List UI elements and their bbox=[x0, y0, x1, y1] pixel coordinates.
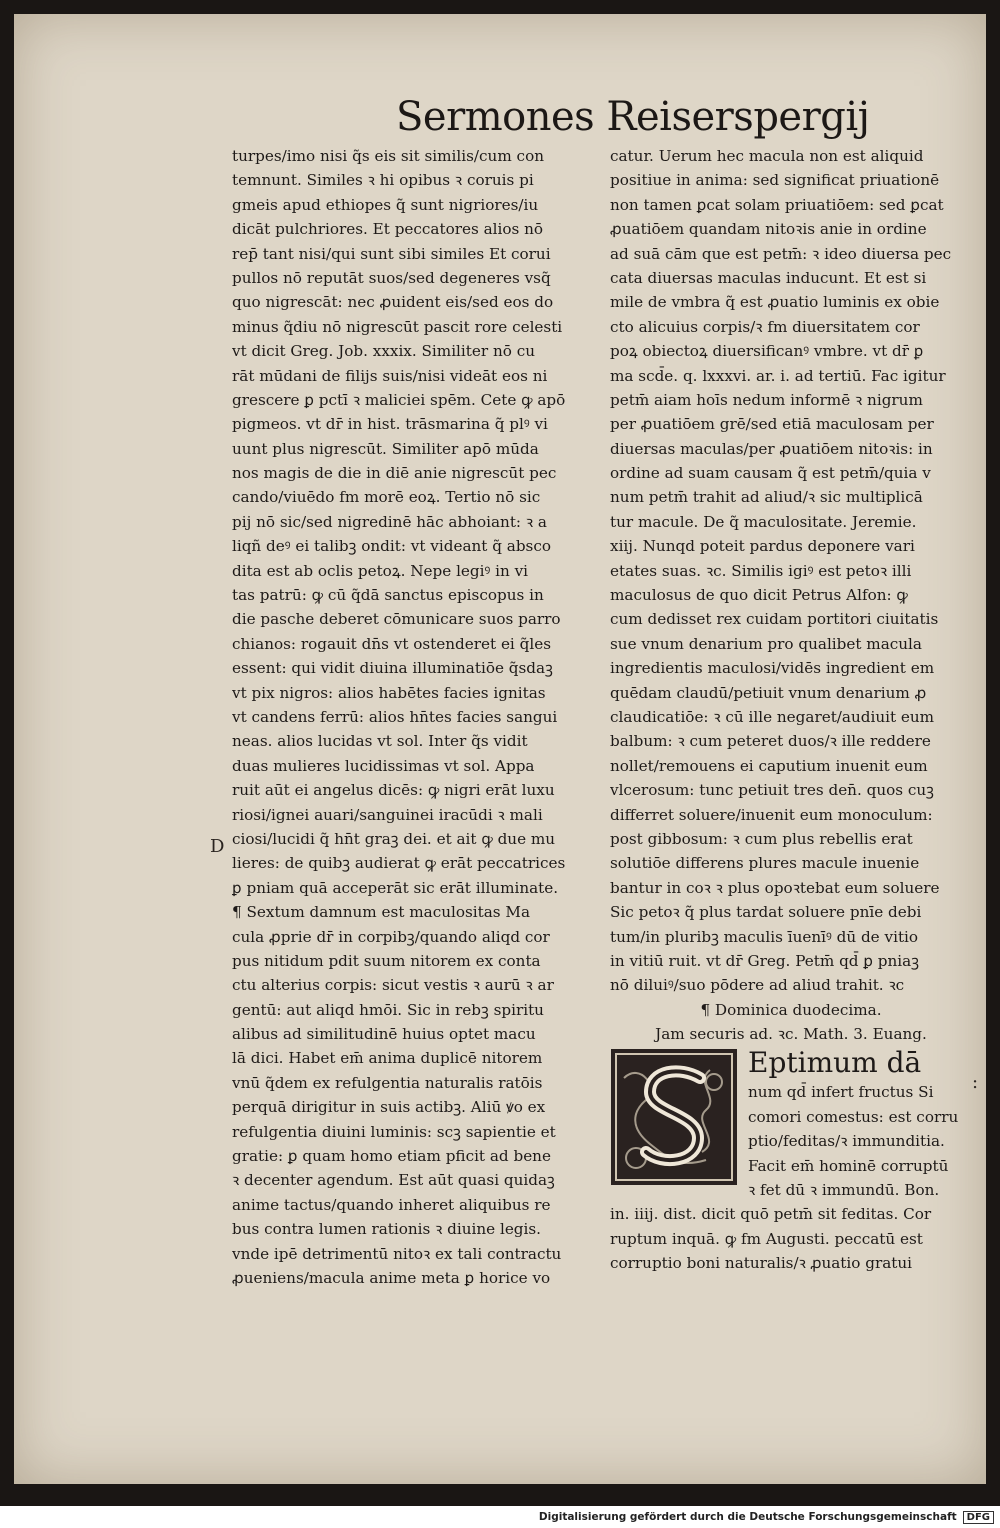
text-line: rāt mūdani de filijs suis/nisi videāt eos ni bbox=[232, 366, 548, 385]
text-line: Facit em̄ hominē corruptū bbox=[748, 1156, 949, 1175]
text-line: ¶ Sextum damnum est maculositas Ma bbox=[232, 903, 531, 922]
text-line: turpes/imo nisi q̃s eis sit similis/cum con bbox=[232, 147, 544, 165]
text-line: duas mulieres lucidissimas vt sol. Appa bbox=[232, 756, 535, 775]
text-line: ciosi/lucidi q̃ hn̄t graꝫ dei. et ait ꝙ due mu bbox=[232, 829, 556, 848]
text-line: minus q̃diu nō nigrescūt pascit rore celesti bbox=[232, 317, 563, 336]
text-line: cata diuersas maculas inducunt. Et est si bbox=[610, 268, 927, 287]
digitization-footer bbox=[0, 1506, 1000, 1528]
text-line: sue vnum denarium pro qualibet macula bbox=[610, 634, 922, 653]
text-line: quēdam claudū/petiuit vnum denarium ꝓ bbox=[610, 683, 927, 702]
book-page bbox=[14, 14, 986, 1484]
text-line: pij nō sic/sed nigredinē hāc abhoiant: ꝛ a bbox=[232, 512, 547, 531]
text-line: catur. Uerum hec macula non est aliquid bbox=[610, 147, 924, 165]
text-line: tur macule. De q̃ maculositate. Jeremie. bbox=[610, 512, 917, 531]
text-line: xiij. Nunqd poteit pardus deponere vari bbox=[610, 537, 915, 556]
text-line: lā dici. Habet em̄ anima duplicē nitorem bbox=[232, 1049, 543, 1068]
text-line: pus nitidum pdit suum nitorem ex conta bbox=[232, 951, 541, 970]
text-line: ruptum inquā. ꝙ fm Augusti. peccatū est bbox=[610, 1229, 923, 1248]
capital-heading: Eptimum dā bbox=[748, 1046, 922, 1080]
text-line: gentū: aut aliqd hmōi. Sic in rebꝫ spiritu bbox=[232, 1000, 544, 1019]
text-line: per ꝓuatiōem grē/sed etiā maculosam per bbox=[610, 415, 934, 434]
text-line: chianos: rogauit dn̄s vt ostenderet ei q̃les bbox=[232, 634, 551, 653]
text-line: in. iiij. dist. dicit quō petm̄ sit feditas. Cor bbox=[610, 1205, 932, 1224]
text-line: rep̄ tant nisi/qui sunt sibi similes Et corui bbox=[232, 244, 551, 263]
text-line: vt candens ferrū: alios hn̄tes facies sangui bbox=[232, 707, 558, 726]
text-line: essent: qui vidit diuina illuminatiōe q̃sdaꝫ bbox=[232, 659, 553, 678]
text-line: ruit aūt ei angelus dicēs: ꝙ nigri erāt luxu bbox=[232, 781, 555, 800]
right-column-text bbox=[610, 144, 972, 998]
text-line: cula ꝓprie dr̄ in corpibꝫ/quando aliqd cor bbox=[232, 927, 550, 946]
text-line: pigmeos. vt dr̄ in hist. trāsmarina q̃ plꝰ vi bbox=[232, 415, 548, 434]
text-line: balbum: ꝛ cum peteret duos/ꝛ ille reddere bbox=[610, 732, 931, 751]
text-line: ꝛ fet dū ꝛ immundū. Bon. bbox=[748, 1181, 940, 1200]
text-line: alibus ad similitudinē huius optet macu bbox=[232, 1025, 536, 1044]
text-line: positiue in anima: sed significat priuationē bbox=[610, 171, 940, 190]
footer-credit: Digitalisierung gefördert durch die Deutsche Forschungsgemeinschaft bbox=[538, 1511, 957, 1523]
text-line: ingredientis maculosi/vidēs ingredient em bbox=[610, 659, 935, 678]
text-line: tas patrū: ꝙ cū q̃dā sanctus episcopus in bbox=[232, 586, 544, 605]
section-incipit: Jam securis ad. ꝛc. Math. 3. Euang. bbox=[655, 1025, 927, 1044]
text-line: cto alicuius corpis/ꝛ fm diuersitatem cor bbox=[610, 317, 920, 336]
text-line: post gibbosum: ꝛ cum plus rebellis erat bbox=[610, 829, 913, 848]
text-line: gratie: ꝑ quam homo etiam pficit ad bene bbox=[232, 1147, 551, 1166]
text-line: bantur in coꝛ ꝛ plus opoꝛtebat eum soluere bbox=[610, 878, 940, 897]
text-line: ctu alterius corpis: sicut vestis ꝛ aurū ꝛ ar bbox=[232, 976, 554, 995]
dfg-logo: DFG bbox=[963, 1511, 994, 1524]
text-line: ꝑ pniam quā acceperāt sic erāt illuminate. bbox=[232, 878, 559, 897]
margin-letter: D bbox=[210, 836, 225, 857]
text-line: tum/in pluribꝫ maculis īuenīꝰ dū de vitio bbox=[610, 927, 919, 946]
text-line: ꝓuatiōem quandam nitoꝛis anie in ordine bbox=[610, 220, 927, 239]
text-line: num petm̄ trahit ad aliud/ꝛ sic multiplicā bbox=[610, 488, 923, 507]
text-line: non tamen ꝑcat solam priuatiōem: sed ꝑcat bbox=[610, 195, 944, 214]
text-line: cum dedisset rex cuidam portitori ciuitatis bbox=[610, 610, 939, 629]
text-line: gmeis apud ethiopes q̃ sunt nigriores/iu bbox=[232, 195, 539, 214]
text-line: die pasche deberet cōmunicare suos parro bbox=[232, 610, 561, 629]
text-line: claudicatiōe: ꝛ cū ille negaret/audiuit eum bbox=[610, 707, 935, 726]
text-line: in vitiū ruit. vt dr̄ Greg. Petm̄ qd̄ ꝑ pniaꝫ bbox=[610, 951, 919, 970]
text-line: perquā dirigitur in suis actibꝫ. Aliū ꝟo ex bbox=[232, 1098, 546, 1117]
text-line: diuersas maculas/per ꝓuatiōem nitoꝛis: in bbox=[610, 439, 933, 458]
left-column bbox=[232, 144, 608, 1290]
text-line: poꝝ obiectoꝝ diuersificanꝰ vmbre. vt dr̄ ꝑ bbox=[610, 342, 924, 361]
text-line: temnunt. Similes ꝛ hi opibus ꝛ coruis pi bbox=[232, 171, 534, 190]
text-line: pullos nō reputāt suos/sed degeneres vsq̃ bbox=[232, 268, 551, 287]
right-column-continuation bbox=[610, 1227, 972, 1276]
text-line: solutiōe differens plures macule inuenie bbox=[610, 854, 920, 873]
text-line: vlcerosum: tunc petiuit tres den̄. quos cuꝫ bbox=[610, 781, 934, 800]
text-line: uunt plus nigrescūt. Similiter apō mūda bbox=[232, 439, 539, 458]
section-title: ¶ Dominica duodecima. bbox=[700, 1000, 882, 1019]
text-line: vnde ipē detrimentū nitoꝛ ex tali contractu bbox=[232, 1244, 562, 1263]
text-line: nollet/remouens ei caputium inuenit eum bbox=[610, 756, 928, 775]
text-line: mile de vmbra q̃ est ꝓuatio luminis ex obie bbox=[610, 293, 940, 312]
text-line: petm̄ aiam hoīs nedum informē ꝛ nigrum bbox=[610, 390, 923, 409]
text-line: ma scd̄e. q. lxxxvi. ar. i. ad tertiū. Fac igitur bbox=[610, 366, 946, 385]
text-line: liqñ deꝰ ei talibꝫ ondit: vt videant q̃ absco bbox=[232, 537, 551, 556]
text-line: vnū q̃dem ex refulgentia naturalis ratōis bbox=[232, 1073, 543, 1092]
text-line: nō diluiꝰ/suo pōdere ad aliud trahit. ꝛc bbox=[610, 976, 905, 995]
text-line: anime tactus/quando inheret aliquibus re bbox=[232, 1195, 551, 1214]
text-line: vt pix nigros: alios habētes facies ignitas bbox=[232, 683, 546, 702]
text-line: dicāt pulchriores. Et peccatores alios nō bbox=[232, 220, 544, 239]
text-line: riosi/ignei auari/sanguinei iracūdi ꝛ mali bbox=[232, 805, 543, 824]
text-line: nos magis de die in diē anie nigrescūt pec bbox=[232, 464, 557, 483]
text-line: cando/viuēdo fm morē eoꝝ. Tertio nō sic bbox=[232, 488, 541, 507]
running-head: Sermones Reiserspergij bbox=[396, 94, 870, 140]
edge-mark: : bbox=[972, 1072, 979, 1093]
text-line: ordine ad suam causam q̃ est petm̄/quia v bbox=[610, 464, 931, 483]
text-line: maculosus de quo dicit Petrus Alfon: ꝙ bbox=[610, 586, 908, 605]
text-line: etates suas. ꝛc. Similis igiꝰ est petoꝛ illi bbox=[610, 561, 912, 580]
right-column bbox=[610, 144, 972, 1276]
text-line: grescere ꝑ pctī ꝛ maliciei spēm. Cete ꝙ apō bbox=[232, 390, 566, 409]
text-line: lieres: de quibꝫ audierat ꝙ erāt peccatrices bbox=[232, 854, 566, 873]
text-line: ꝓueniens/macula anime meta ꝑ horice vo bbox=[232, 1268, 551, 1287]
text-line: num qd̄ infert fructus Si bbox=[748, 1083, 934, 1102]
text-line: refulgentia diuini luminis: scꝫ sapientie et bbox=[232, 1122, 556, 1141]
text-line: ꝛ decenter agendum. Est aūt quasi quidaꝫ bbox=[232, 1171, 555, 1190]
text-line: neas. alios lucidas vt sol. Inter q̃s vidit bbox=[232, 732, 528, 751]
text-line: quo nigrescāt: nec ꝓuident eis/sed eos do bbox=[232, 293, 554, 312]
decorated-capital-s-icon bbox=[610, 1048, 738, 1186]
text-line: ad suā cām que est petm̄: ꝛ ideo diuersa pec bbox=[610, 244, 952, 263]
text-line: differret soluere/inuenit eum monoculum: bbox=[610, 805, 933, 824]
text-line: vt dicit Greg. Job. xxxix. Similiter nō cu bbox=[232, 342, 535, 361]
text-line: bus contra lumen rationis ꝛ diuine legis. bbox=[232, 1220, 542, 1239]
text-line: corruptio boni naturalis/ꝛ ꝓuatio gratui bbox=[610, 1254, 913, 1273]
decorated-initial-block bbox=[610, 1046, 972, 1226]
text-line: ptio/feditas/ꝛ immunditia. bbox=[748, 1132, 945, 1151]
text-line: dita est ab oclis petoꝝ. Nepe legiꝰ in vi bbox=[232, 561, 529, 580]
text-line: Sic petoꝛ q̃ plus tardat soluere pnīe debi bbox=[610, 903, 922, 922]
text-line: comori comestus: est corru bbox=[748, 1107, 959, 1126]
